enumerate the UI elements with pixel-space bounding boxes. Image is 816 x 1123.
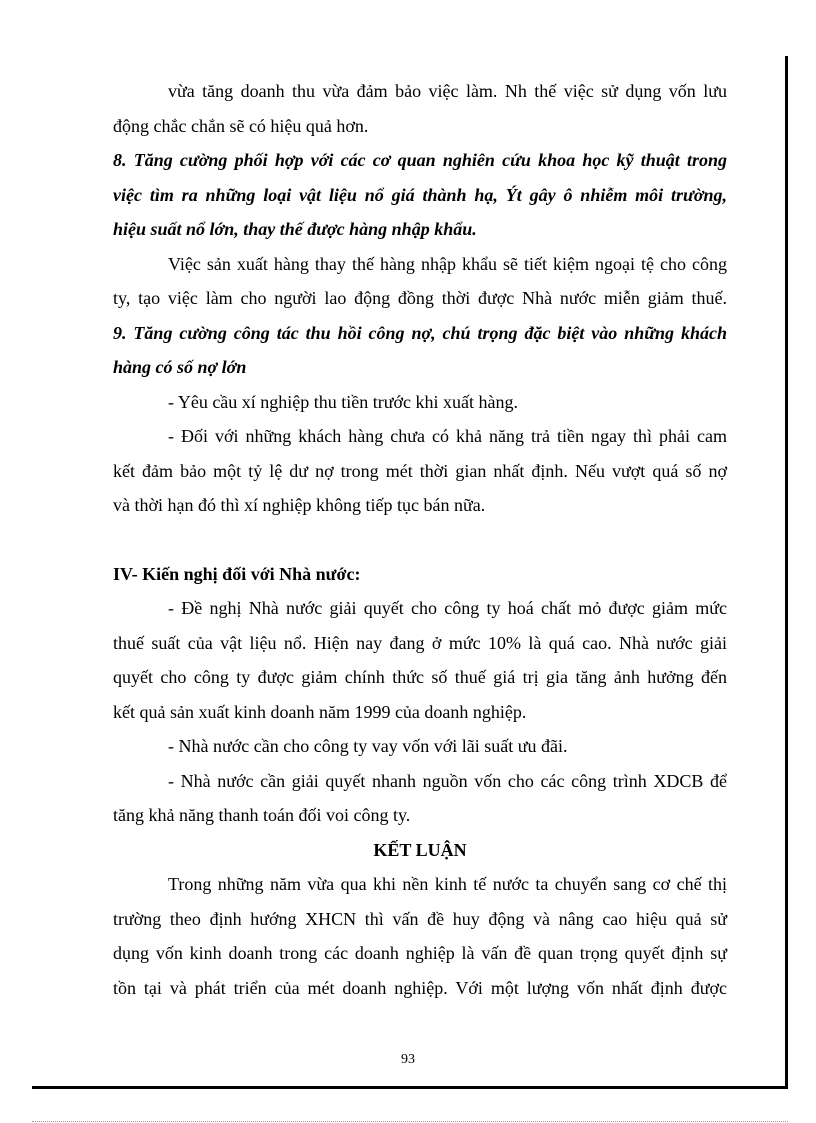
text-line: - Yêu cầu xí nghiệp thu tiền trước khi xuất hàng. — [168, 391, 519, 412]
text-line: ty, tạo việc làm cho người lao động đồng thời được Nhà nước miễn giảm thuế. — [113, 288, 727, 308]
heading-line: hiệu suất nổ lớn, thay thế được hàng nhập khẩu. — [113, 219, 477, 239]
page-edge-dotted — [32, 1121, 788, 1122]
heading-line: IV- Kiến nghị đối với Nhà nước: — [113, 563, 361, 584]
text-line: tăng khả năng thanh toán đối voi công ty. — [113, 805, 411, 825]
text-line: - Nhà nước cần cho công ty vay vốn với lãi suất ưu đãi. — [168, 736, 568, 756]
text-line: dụng vốn kinh doanh trong các doanh nghiệp là vấn đề quan trọng quyết định sự — [113, 943, 727, 963]
page-number: 93 — [401, 1052, 415, 1067]
text-line: - Đối với những khách hàng chưa có khả năng trả tiền ngay thì phải cam — [168, 426, 727, 446]
conclusion-title: KẾT LUẬN — [373, 839, 467, 860]
blank-line — [113, 523, 727, 557]
text-line: kết quả sản xuất kinh doanh năm 1999 của doanh nghiệp. — [113, 701, 527, 722]
paragraph-xdcb — [113, 764, 727, 833]
text-line: trường theo định hướng XHCN thì vấn đề huy động và nâng cao hiệu quả sử — [113, 908, 727, 929]
paragraph-bullet-debt — [113, 419, 727, 523]
text-line: tồn tại và phát triển của mét doanh nghiệp. Với một lượng vốn nhất định được — [113, 977, 727, 998]
text-line: vừa tăng doanh thu vừa đảm bảo việc làm. Nh thế việc sử dụng vốn lưu — [168, 81, 727, 101]
heading-line: 9. Tăng cường công tác thu hồi công nợ, chú trọng đặc biệt vào những khách — [113, 322, 727, 343]
text-line: thuế suất của vật liệu nổ. Hiện nay đang ở mức 10% là quá cao. Nhà nước giải — [113, 632, 727, 653]
text-line: Trong những năm vừa qua khi nền kinh tế nước ta chuyển sang cơ chế thị — [168, 874, 727, 894]
page-content — [113, 74, 727, 1005]
text-line: động chắc chắn sẽ có hiệu quả hơn. — [113, 115, 369, 136]
text-line: kết đảm bảo một tỷ lệ dư nợ trong mét thời gian nhất định. Nếu vượt quá số nợ — [113, 460, 727, 481]
paragraph-loan — [113, 729, 727, 764]
paragraph-import-substitution — [113, 247, 727, 316]
text-line: và thời hạn đó thì xí nghiệp không tiếp tục bán nữa. — [113, 495, 486, 515]
page-border-right — [785, 56, 788, 1087]
paragraph-bullet-collect — [113, 385, 727, 420]
text-line: Việc sản xuất hàng thay thế hàng nhập khẩu sẽ tiết kiệm ngoại tệ cho công — [168, 253, 727, 274]
heading-line: hàng có số nợ lớn — [113, 357, 247, 377]
text-line: - Đề nghị Nhà nước giải quyết cho công ty hoá chất mỏ được giảm mức — [168, 598, 727, 618]
text-line: - Nhà nước cần giải quyết nhanh nguồn vốn cho các công trình XDCB để — [168, 770, 727, 791]
paragraph-continuation — [113, 74, 727, 143]
paragraph-tax-proposal — [113, 591, 727, 729]
heading-section-iv — [113, 557, 727, 592]
text-line: quyết cho công ty được giảm chính thức số thuế giá trị gia tăng ảnh hưởng đến — [113, 667, 727, 687]
page-border-bottom — [32, 1086, 788, 1089]
heading-section-9 — [113, 316, 727, 385]
paragraph-conclusion — [113, 867, 727, 1005]
heading-section-8 — [113, 143, 727, 247]
heading-line: 8. Tăng cường phối hợp với các cơ quan nghiên cứu khoa học kỹ thuật trong — [113, 150, 727, 170]
heading-line: việc tìm ra những loại vật liệu nổ giá thành hạ, Ýt gây ô nhiễm môi trường, — [113, 184, 727, 205]
